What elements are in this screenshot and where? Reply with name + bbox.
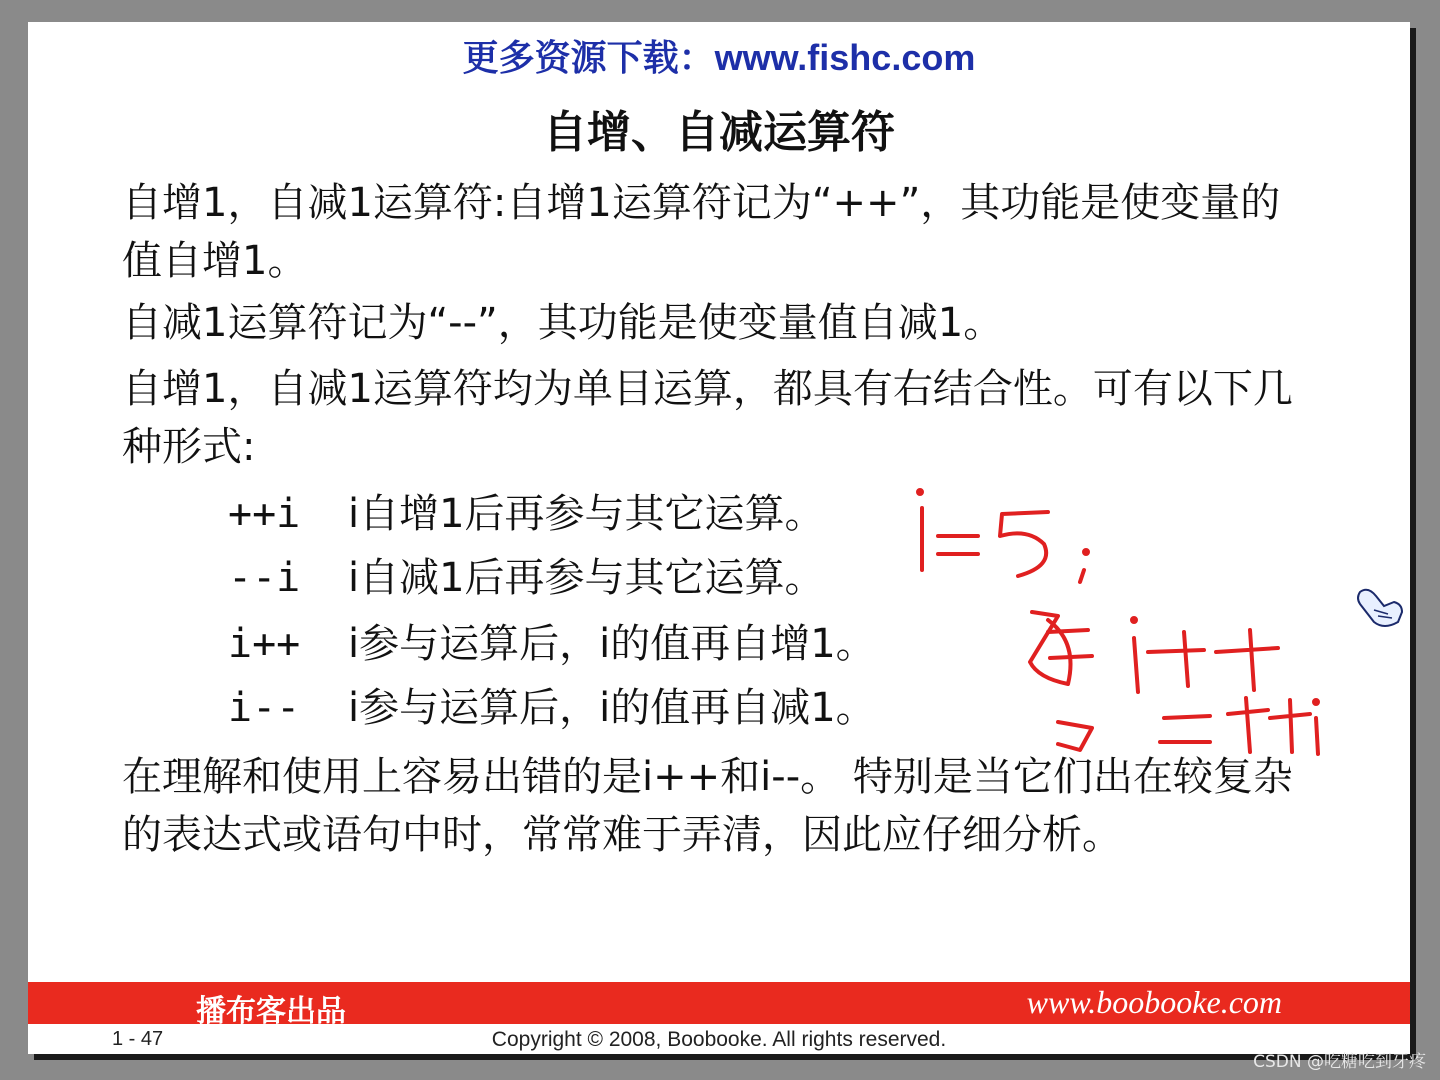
slide (28, 22, 1410, 1054)
paragraph-unary: 自增1，自减1运算符均为单目运算，都具有右结合性。可有以下几种形式: (122, 366, 1293, 470)
form-desc: i自增1后再参与其它运算。 (348, 491, 825, 537)
form-code: i++ (228, 621, 301, 667)
slide-title: 自增、自减运算符 (543, 107, 895, 158)
form-row-pre-decrement (228, 548, 825, 608)
resource-link[interactable]: 更多资源下载：www.fishc.com (462, 37, 976, 78)
form-row-post-decrement (228, 678, 876, 738)
paragraph-decrement: 自减1运算符记为“--”，其功能是使变量值自减1。 (122, 300, 1004, 346)
form-desc: i参与运算后，i的值再自增1。 (348, 621, 876, 667)
paragraph-caution: 在理解和使用上容易出错的是i++和i--。 特别是当它们出在较复杂的表达式或语句中时，常常难于弄清，因此应仔细分析。 (122, 754, 1293, 858)
handwritten-annotation (898, 462, 1348, 762)
form-desc: i自减1后再参与其它运算。 (348, 555, 825, 601)
boobooke-link[interactable]: www.boobooke.com (1026, 984, 1282, 1020)
publisher-label: 播布客出品 (196, 994, 346, 1029)
form-desc: i参与运算后，i的值再自减1。 (348, 685, 876, 731)
hand-pointer-icon (1354, 582, 1408, 632)
form-row-post-increment (228, 614, 876, 674)
csdn-watermark: CSDN @吃糖吃到牙疼 (1253, 1052, 1426, 1072)
form-code: i-- (228, 685, 301, 731)
paragraph-increment: 自增1，自减1运算符:自增1运算符记为“++”，其功能是使变量的值自增1。 (122, 180, 1281, 284)
copyright-text: Copyright © 2008, Boobooke. All rights reserved. (491, 1028, 947, 1051)
page-number: 1 - 47 (112, 1028, 164, 1050)
form-code: --i (228, 555, 301, 601)
form-row-pre-increment (228, 484, 825, 544)
footer-bar (28, 982, 1410, 1029)
form-code: ++i (228, 491, 301, 537)
